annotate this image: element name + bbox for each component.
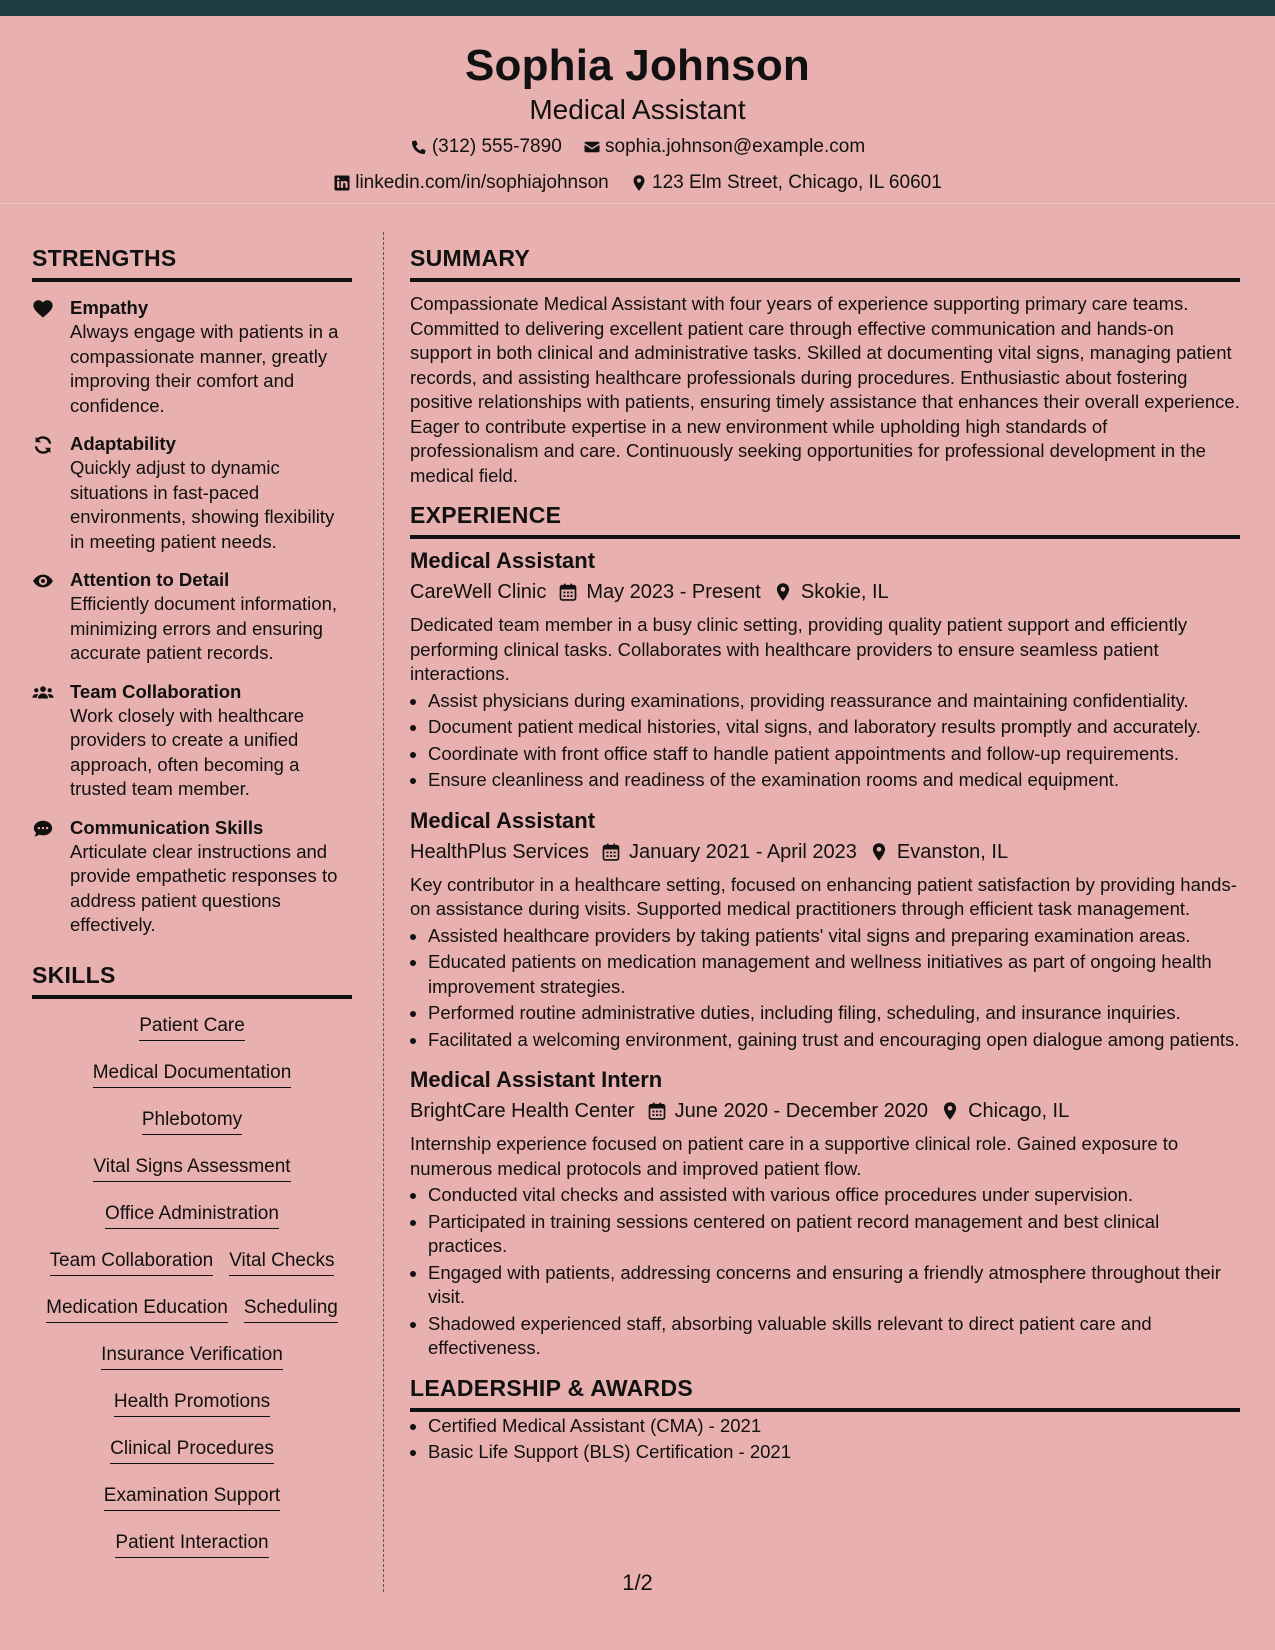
sync-icon xyxy=(32,434,54,456)
strength-item xyxy=(32,296,352,418)
job-location: Evanston, IL xyxy=(896,840,1009,863)
eye-icon xyxy=(32,570,54,592)
left-column xyxy=(32,245,352,1577)
linkedin-contact[interactable] xyxy=(333,172,609,194)
summary-heading: SUMMARY xyxy=(410,245,1240,282)
job-company: HealthPlus Services xyxy=(410,840,589,863)
skill-tag: Clinical Procedures xyxy=(110,1436,274,1464)
awards-list xyxy=(410,1414,1240,1465)
address-contact xyxy=(630,172,942,194)
job-location: Chicago, IL xyxy=(968,1100,1070,1122)
map-marker-icon xyxy=(869,842,889,862)
job-bullet: • Coordinate with front office staff to handle patient appointments and follow-up requirements. xyxy=(428,742,1240,767)
skill-tag: Medication Education xyxy=(46,1295,228,1323)
calendar-icon xyxy=(558,582,578,602)
job-title: Medical Assistant xyxy=(410,548,596,573)
resume-header xyxy=(0,16,1275,204)
job-dates: January 2021 - April 2023 xyxy=(628,840,857,863)
strength-item xyxy=(32,680,352,802)
strength-name: Empathy xyxy=(70,297,149,318)
award-item: • Certified Medical Assistant (CMA) - 2021 xyxy=(428,1414,1240,1439)
job-location: Skokie, IL xyxy=(800,581,889,603)
strength-name: Communication Skills xyxy=(70,816,264,838)
leadership-heading: LEADERSHIP & AWARDS xyxy=(410,1375,1240,1412)
job-dates: June 2020 - December 2020 xyxy=(674,1100,929,1122)
map-marker-icon xyxy=(630,174,648,192)
job-bullets xyxy=(410,1183,1240,1361)
experience-section xyxy=(410,502,1240,1361)
summary-text: Compassionate Medical Assistant with four years of experience supporting primary care teams. Committed to delivering excellent patient care through effective communication and hands-on support in both clinical and administrative tasks. Skilled at documenting vital signs, managing patient records, and assisting healthcare professionals during procedures. Enthusiastic about fostering positive relationships with patients, ensuring timely assistance that enhances their overall experience. Eager to contribute expertise in a new environment while upholding high standards of professionalism and care. Continuously seeking opportunities for professional development in the medical field. xyxy=(410,293,1240,486)
skill-tag: Team Collaboration xyxy=(50,1248,214,1276)
phone-icon xyxy=(410,138,428,156)
job-description: Key contributor in a healthcare setting, focused on enhancing patient satisfaction by providing hands-on assistance during visits. Supported medical practitioners through efficient task management. xyxy=(410,873,1237,919)
job-company: BrightCare Health Center xyxy=(410,1100,635,1122)
skill-tag: Patient Interaction xyxy=(115,1530,268,1558)
users-icon xyxy=(32,682,54,704)
job-entry xyxy=(410,1066,1240,1361)
job-bullet: • Assist physicians during examinations, providing reassurance and maintaining confidentiality. xyxy=(428,689,1240,714)
job-bullet: • Educated patients on medication management and wellness initiatives as part of ongoing health improvement strategies. xyxy=(428,950,1240,999)
phone-contact[interactable] xyxy=(410,136,562,158)
job-bullets xyxy=(410,689,1240,793)
skill-tag: Patient Care xyxy=(139,1013,245,1041)
strength-item xyxy=(32,568,352,666)
candidate-name: Sophia Johnson xyxy=(464,41,811,90)
job-description: Dedicated team member in a busy clinic setting, providing quality patient support and efficiently performing clinical tasks. Collaborates with healthcare providers to ensure seamless patient interactions. xyxy=(410,614,1188,684)
strength-name: Adaptability xyxy=(70,433,176,454)
job-bullet: • Participated in training sessions centered on patient record management and best clinical practices. xyxy=(428,1210,1240,1259)
strengths-heading: STRENGTHS xyxy=(32,245,352,282)
skill-tag: Health Promotions xyxy=(114,1389,270,1417)
strength-desc: Always engage with patients in a compassionate manner, greatly improving their comfort and confidence. xyxy=(70,321,339,416)
contact-row-2 xyxy=(0,172,1275,198)
skill-tag: Examination Support xyxy=(104,1483,280,1511)
strength-name: Team Collaboration xyxy=(70,680,242,702)
skill-tag: Vital Signs Assessment xyxy=(93,1154,290,1182)
phone-text: (312) 555-7890 xyxy=(431,136,562,157)
linkedin-text: linkedin.com/in/sophiajohnson xyxy=(355,172,609,193)
strength-desc: Quickly adjust to dynamic situations in fast-paced environments, showing flexibility in meeting patient needs. xyxy=(70,457,335,552)
page-number: 1/2 xyxy=(622,1570,653,1595)
candidate-title: Medical Assistant xyxy=(529,94,746,125)
column-divider xyxy=(383,232,384,1592)
job-bullet: • Engaged with patients, addressing concerns and ensuring a friendly atmosphere throughout their visit. xyxy=(428,1261,1240,1310)
job-meta xyxy=(410,577,1240,607)
job-title: Medical Assistant Intern xyxy=(410,1067,663,1092)
map-marker-icon xyxy=(940,1101,960,1121)
job-bullet: • Ensure cleanliness and readiness of the examination rooms and medical equipment. xyxy=(428,768,1240,793)
contact-row-1 xyxy=(0,136,1275,162)
strength-desc: Articulate clear instructions and provide empathetic responses to address patient questions effectively. xyxy=(70,840,338,935)
top-accent-bar xyxy=(0,0,1275,16)
skill-tag: Vital Checks xyxy=(229,1248,334,1276)
skill-tag: Insurance Verification xyxy=(101,1342,283,1370)
strength-desc: Work closely with healthcare providers to create a unified approach, often becoming a trusted team member. xyxy=(70,704,305,799)
skill-tag: Scheduling xyxy=(244,1295,338,1323)
job-dates: May 2023 - Present xyxy=(586,581,761,603)
experience-heading: EXPERIENCE xyxy=(410,502,1240,539)
email-contact[interactable] xyxy=(583,136,865,158)
job-company: CareWell Clinic xyxy=(410,581,547,603)
award-item: • Basic Life Support (BLS) Certification - 2021 xyxy=(428,1440,1240,1465)
email-text: sophia.johnson@example.com xyxy=(605,136,866,157)
job-description: Internship experience focused on patient care in a supportive clinical role. Gained exposure to numerous medical protocols and improved patient flow. xyxy=(410,1133,1179,1179)
job-bullet: • Shadowed experienced staff, absorbing valuable skills relevant to direct patient care and effectiveness. xyxy=(428,1312,1240,1361)
skill-tag: Medical Documentation xyxy=(93,1060,292,1088)
map-marker-icon xyxy=(773,582,793,602)
leadership-section xyxy=(410,1375,1240,1465)
job-meta xyxy=(410,837,1240,867)
job-bullet: • Conducted vital checks and assisted with various office procedures under supervision. xyxy=(428,1183,1240,1208)
calendar-icon xyxy=(647,1101,667,1121)
header-divider xyxy=(0,203,1275,204)
heart-icon xyxy=(32,298,54,320)
job-bullets xyxy=(410,924,1240,1053)
right-column xyxy=(410,245,1240,1465)
calendar-icon xyxy=(601,842,621,862)
job-title: Medical Assistant xyxy=(410,807,596,833)
strength-item xyxy=(32,432,352,554)
job-bullet: • Assisted healthcare providers by taking patients' vital signs and preparing examination areas. xyxy=(428,924,1240,949)
address-text: 123 Elm Street, Chicago, IL 60601 xyxy=(652,172,942,193)
job-entry xyxy=(410,547,1240,793)
strength-name: Attention to Detail xyxy=(70,569,230,590)
job-entry xyxy=(410,807,1240,1053)
linkedin-icon xyxy=(333,174,351,192)
job-bullet: • Facilitated a welcoming environment, gaining trust and encouraging open dialogue among patients. xyxy=(428,1028,1240,1053)
comment-dots-icon xyxy=(32,818,54,840)
strength-desc: Efficiently document information, minimizing errors and ensuring accurate patient records. xyxy=(70,593,338,663)
strength-item xyxy=(32,816,352,938)
skill-tag: Phlebotomy xyxy=(142,1107,242,1135)
job-meta xyxy=(410,1096,1240,1126)
envelope-icon xyxy=(583,138,601,156)
job-bullet: • Document patient medical histories, vital signs, and laboratory results promptly and accurately. xyxy=(428,715,1240,740)
skills-list xyxy=(32,1013,352,1558)
skills-heading: SKILLS xyxy=(32,962,352,999)
skill-tag: Office Administration xyxy=(105,1201,279,1229)
job-bullet: • Performed routine administrative duties, including filing, scheduling, and insurance inquiries. xyxy=(428,1001,1240,1026)
